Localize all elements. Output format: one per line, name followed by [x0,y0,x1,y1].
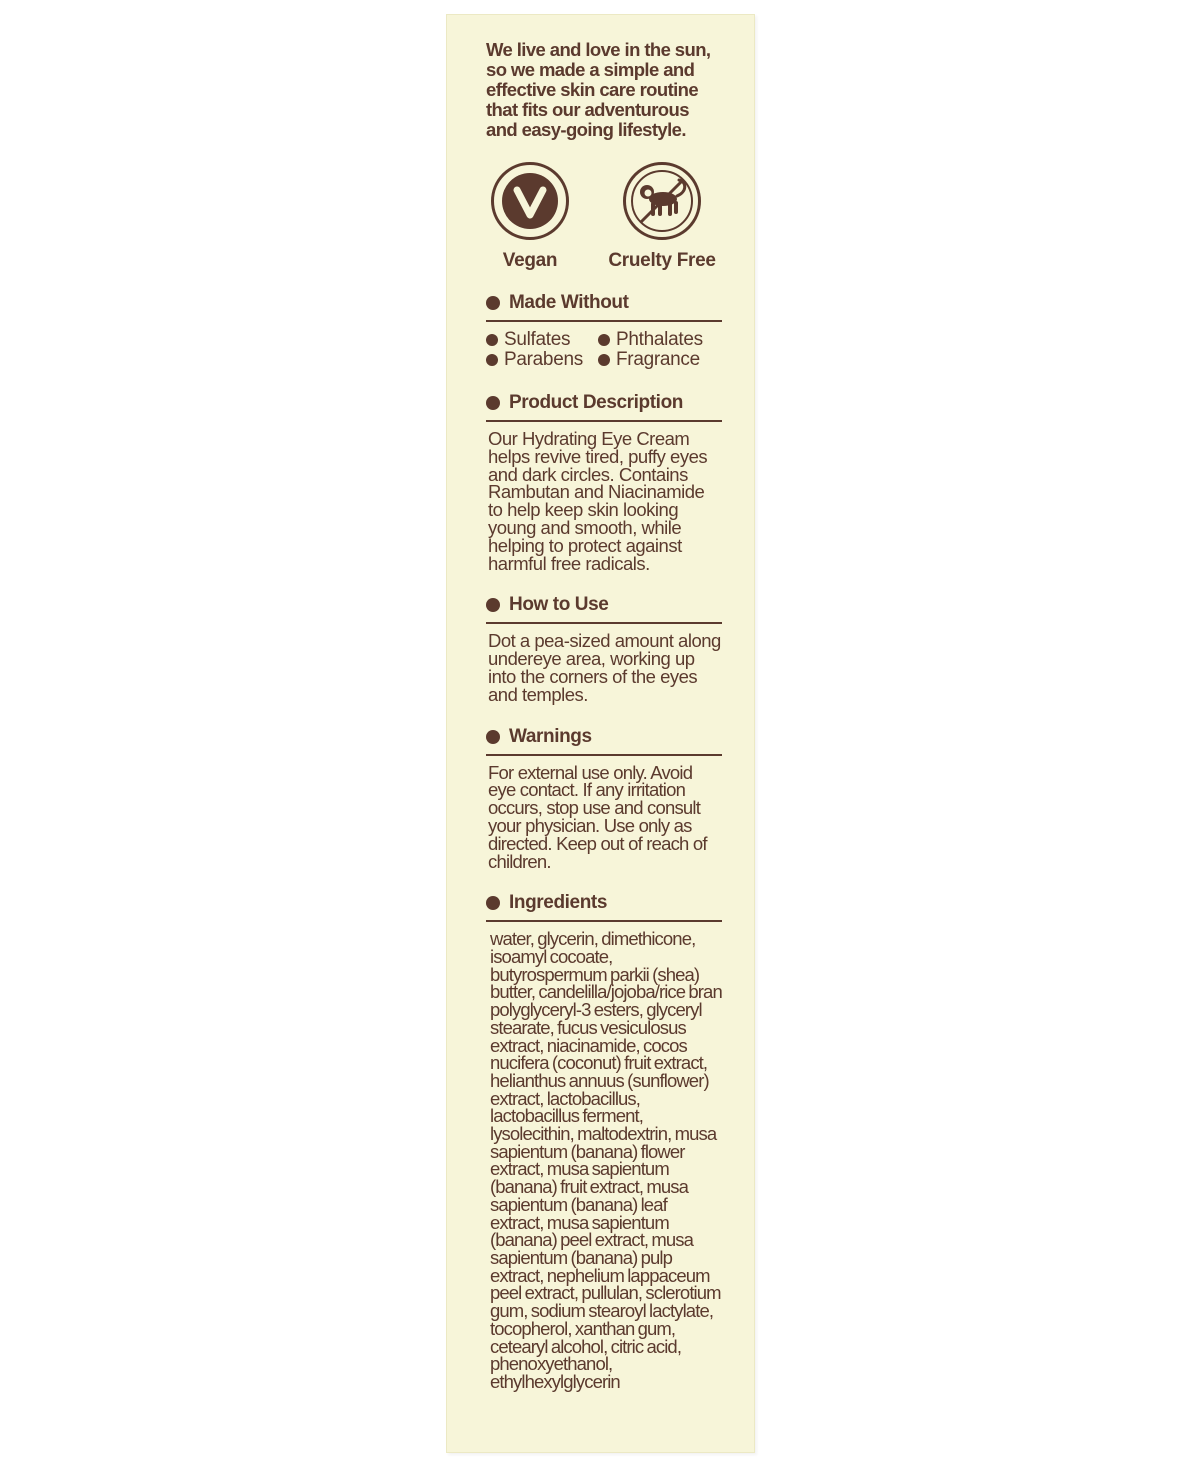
bullet-icon [486,296,500,310]
cruelty-free-badge [602,162,722,272]
how-to-use-section [486,594,722,703]
how-to-use-text: Dot a pea-sized amount along undereye area, working up into the corners of the eyes and temples. [488,630,721,705]
ingredients-title: Ingredients [509,892,608,914]
list-item: Parabens [486,350,598,370]
warnings-section [486,726,722,871]
certification-badges [486,162,722,272]
warnings-heading [486,726,722,756]
ingredients-text: water, glycerin, dimethicone, isoamyl cocoate, butyrospermum parkii (shea) butter, candelilla/jojoba/rice bran polyglyceryl-3 esters, glyceryl stearate, fucus vesiculosus extract, niacinamide, cocos nucifera (coconut) fruit extract, helianthus annuus (sunflower) extract, lactobacillus, lactobacillus ferment, lysolecithin, maltodextrin, musa sapientum (banana) flower extract, musa sapientum (banana) fruit extract, musa sapientum (banana) leaf extract, musa sapientum (banana) peel extract, musa sapientum (banana) pulp extract, nephelium lappaceum peel extract, pullulan, sclerotium gum, sodium stearoyl lactylate, tocopherol, xanthan gum, cetearyl alcohol, citric acid, phenoxyethanol, ethylhexylglycerin [490,928,722,1392]
cruelty-free-label: Cruelty Free [608,250,716,271]
bullet-icon [598,354,610,366]
bullet-icon [486,730,500,744]
vegan-badge [486,162,574,272]
bullet-icon [486,598,500,612]
how-to-use-heading [486,594,722,624]
bullet-icon [486,896,500,910]
ingredients-heading [486,892,722,922]
brand-tagline: We live and love in the sun, so we made a simple and effective skin care routine that fits our adventurous and easy-going lifestyle. [486,39,711,140]
bullet-icon [486,354,498,366]
product-description-heading [486,392,722,422]
ingredients-section [486,892,722,1390]
product-description-text: Our Hydrating Eye Cream helps revive tired, puffy eyes and dark circles. Contains Rambutan and Niacinamide to help keep skin looking young and smooth, while helping to protect against harmful free radicals. [488,428,708,574]
how-to-use-title: How to Use [509,594,609,616]
made-without-heading [486,292,722,322]
bullet-icon [598,334,610,346]
bullet-icon [486,334,498,346]
warnings-title: Warnings [509,725,592,747]
made-without-section [486,292,722,370]
vegan-v-icon [491,162,569,240]
made-without-list [486,330,722,370]
vegan-label: Vegan [502,250,558,271]
warnings-text: For external use only. Avoid eye contact. If any irritation occurs, stop use and consult your physician. Use only as directed. Keep out of reach of children. [488,761,707,872]
list-item: Sulfates [486,330,598,350]
product-description-section [486,392,722,572]
made-without-title: Made Without [509,292,629,313]
panel-content [486,40,722,1391]
list-item: Phthalates [598,330,722,350]
product-box-panel [446,14,755,1453]
bullet-icon [486,396,500,410]
product-description-title: Product Description [509,392,683,413]
list-item: Fragrance [598,350,722,370]
monkey-icon [623,162,701,240]
